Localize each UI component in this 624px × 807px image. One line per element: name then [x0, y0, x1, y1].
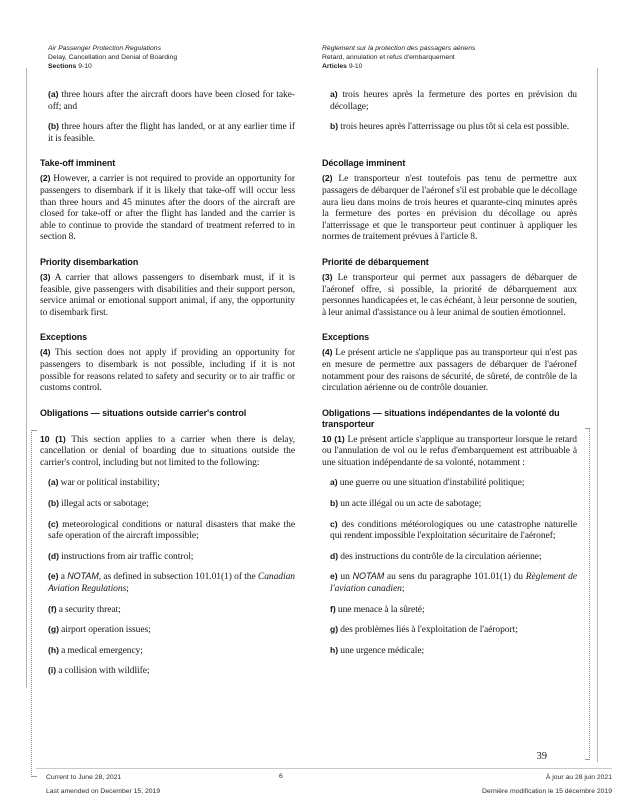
item-text: ; [401, 584, 405, 595]
header-subtitle-en: Delay, Cancellation and Denial of Boarding [48, 54, 178, 62]
marginal-note-obligations-en: Obligations — situations outside carrier's control [40, 407, 247, 418]
list-item-fr-g [322, 624, 577, 637]
item-text: a collision with wildlife; [58, 666, 150, 677]
situation-list-en [40, 477, 295, 678]
header-sections-label-fr: Articles [322, 63, 347, 71]
amendment-bracket-left [31, 430, 32, 777]
item-label: (c) [48, 518, 59, 529]
section-text: This section applies to a carrier when there is delay, cancellation or denial of boarding due to situations outside the carrier's control, including but not limited to the following: [40, 434, 295, 468]
header-title-fr: Règlement sur la protection des passagers aériens [322, 45, 476, 52]
item-text: ; [126, 584, 129, 595]
marginal-note-exceptions-en: Exceptions [40, 332, 88, 343]
item-label: d) [330, 550, 339, 561]
marginal-note-takeoff-en: Take-off imminent [40, 158, 116, 169]
paragraph-label: a) [330, 89, 338, 99]
subsection-2-fr [322, 173, 577, 244]
list-item-fr-e [322, 571, 577, 595]
subsection-text: Le transporteur n'est toutefois pas tenu de permettre aux passagers de débarquer de l'aéronef s'il est probable que le décollage aura lieu dans moins de trois heures et quarante-cinq minutes après la fermeture des portes en prévision du décollage ou après l'atterrissage et que le transporteur peut continuer à appliquer les normes de traitement prévues à l'article 8. [322, 174, 577, 243]
subsection-2-en [40, 173, 295, 244]
paragraph-a-fr [322, 89, 577, 113]
paragraph-text: three hours after the aircraft doors have been closed for take-off; and [48, 90, 295, 112]
footer-current-en: Current to June 28, 2021 [46, 774, 122, 781]
margin-rule-left [26, 68, 27, 688]
item-label: f) [330, 603, 336, 614]
subsection-text: However, a carrier is not required to provide an opportunity for passengers to disembark if it is likely that take-off will occur less than three hours and 45 minutes after the doors of the aircraft are closed for take-off or after the flight has landed and the carrier is able to continue to provide the standard of treatment referred to in section 8. [40, 174, 295, 243]
item-label: (f) [48, 603, 57, 614]
list-item-fr-b [322, 498, 577, 511]
section-10-en [40, 434, 295, 470]
marginal-note-exceptions-fr: Exceptions [322, 332, 370, 343]
amendment-bracket-right [589, 428, 590, 760]
item-text: des conditions météorologiques ou une catastrophe naturelle qui rendent impossible l'exploitation sécuritaire de l'aéronef; [330, 519, 577, 542]
item-text: , as defined in subsection 101.01(1) of the [98, 572, 258, 583]
section-text: Le présent article s'applique au transporteur lorsque le retard ou l'annulation de vol ou le refus d'embarquement est attribuable à une situation indépendante de sa volonté, notamment : [322, 434, 577, 468]
row-heading-takeoff [40, 158, 577, 169]
item-text: une menace à la sûreté; [337, 604, 425, 615]
header-sections-label-en: Sections [48, 63, 77, 71]
header-sections-value-fr: 9-10 [348, 63, 363, 71]
subsection-text: A carrier that allows passengers to disembark must, if it is feasible, give passengers with disabilities and their support person, service animal or emotional support animal, if any, the opportunity to disembark first. [40, 272, 295, 318]
subsection-number: (3) [322, 271, 333, 282]
item-text: une urgence médicale; [340, 645, 425, 656]
item-text: airport operation issues; [61, 625, 151, 636]
list-item-en-b [40, 498, 295, 511]
item-text: war or political instability; [60, 478, 160, 489]
subsection-number: (4) [40, 347, 51, 358]
row-heading-priority [40, 257, 577, 268]
list-item-en-g [40, 624, 295, 637]
list-item-en-h [40, 645, 295, 658]
running-header-fr [322, 44, 580, 72]
notam-term: NOTAM [352, 571, 385, 582]
item-label: h) [330, 644, 339, 655]
row-subsection-2 [40, 173, 577, 244]
footer-amended-fr: Dernière modification le 15 décembre 2019 [482, 788, 612, 795]
item-label: (d) [48, 550, 59, 561]
paragraph-b-fr [322, 121, 577, 134]
list-item-en-i [40, 665, 295, 678]
row-paragraph-a [40, 89, 577, 113]
subsection-number: (3) [40, 271, 51, 282]
marginal-note-priority-fr: Priorité de débarquement [322, 256, 429, 267]
marginal-note-takeoff-fr: Décollage imminent [322, 158, 406, 169]
item-text: a security threat; [58, 604, 121, 615]
subsection-text: This section does not apply if providing an opportunity for passengers to disembark is not possible, including if it is not possible for reasons related to safety and security or to air traffic or customs control. [40, 348, 295, 394]
row-heading-obligations [40, 408, 577, 430]
paragraph-text: trois heures après l'atterrissage ou plus tôt si cela est possible. [340, 122, 570, 133]
corner-page-number: 39 [536, 751, 547, 762]
footer-current-fr: À jour au 28 juin 2021 [545, 774, 612, 781]
header-subtitle-fr: Retard, annulation et refus d'embarquement [322, 54, 455, 62]
subsection-text: Le présent article ne s'applique pas au transporteur qui n'est pas en mesure de permettre aux passagers de débarquer de l'aéronef notamment pour des raisons de sécurité, de sûreté, de contrôle de la circulation aérienne ou de contrôle douanier. [322, 348, 577, 394]
list-item-fr-a [322, 477, 577, 490]
list-item-fr-c [322, 519, 577, 543]
regulation-title: Règlement de l'aviation canadien [330, 572, 577, 595]
list-item-fr-d [322, 551, 577, 564]
list-item-en-a [40, 477, 295, 490]
subsection-number: (4) [322, 347, 333, 358]
item-text: une guerre ou une situation d'instabilité politique; [339, 478, 525, 489]
item-text: au sens du paragraphe 101.01(1) du [384, 572, 526, 583]
footer-page-number: 6 [279, 773, 283, 780]
marginal-note-obligations-fr: Obligations — situations indépendantes de la volonté du transporteur [322, 407, 560, 429]
notam-term: NOTAM [67, 571, 99, 582]
item-label: (e) [48, 571, 59, 582]
list-item-fr-f [322, 604, 577, 617]
subsection-number: (2) [40, 173, 51, 184]
item-text: meteorological conditions or natural disasters that make the safe operation of the aircraft impossible; [48, 519, 295, 542]
item-text: des instructions du contrôle de la circulation aérienne; [340, 551, 542, 562]
row-heading-exceptions [40, 332, 577, 343]
header-sections-en [48, 62, 298, 71]
item-text: instructions from air traffic control; [61, 551, 194, 562]
header-title-en: Air Passenger Protection Regulations [48, 45, 161, 52]
item-label: (i) [48, 665, 57, 676]
item-label: (g) [48, 624, 59, 635]
list-item-fr-h [322, 645, 577, 658]
subsection-number: (2) [322, 173, 333, 184]
item-label: c) [330, 518, 338, 529]
item-label: b) [330, 498, 339, 509]
marginal-note-priority-en: Priority disembarkation [40, 256, 139, 267]
section-number: 10 (1) [322, 433, 345, 444]
subsection-3-fr [322, 272, 577, 319]
regulation-title: Canadian Aviation Regulations [48, 572, 295, 595]
row-subsection-3 [40, 272, 577, 319]
item-text: a medical emergency; [61, 645, 143, 656]
paragraph-a-en [40, 89, 295, 113]
subsection-4-en [40, 347, 295, 394]
item-text: illegal acts or sabotage; [61, 499, 149, 510]
paragraph-text: trois heures après la fermeture des portes en prévision du décollage; [330, 90, 577, 112]
list-item-en-c [40, 519, 295, 543]
row-subsection-4 [40, 347, 577, 394]
section-10-fr [322, 434, 577, 470]
running-header-en [48, 44, 298, 72]
item-text: un [340, 572, 353, 583]
item-label: (a) [48, 477, 59, 488]
item-text: un acte illégal ou un acte de sabotage; [340, 499, 482, 510]
list-item-en-d [40, 551, 295, 564]
row-situation-lists [40, 477, 577, 678]
row-paragraph-b [40, 121, 577, 145]
item-label: e) [330, 571, 338, 582]
subsection-text: Le transporteur qui permet aux passagers de débarquer de l'aéronef offre, si possible, la priorité de débarquement aux personnes handicapées et, le cas échéant, à leur personne de soutien, à leur animal d'assistance ou à leur animal de soutien émotionnel. [322, 272, 577, 318]
paragraph-label: (b) [48, 121, 59, 132]
situation-list-fr [322, 477, 577, 657]
list-item-en-f [40, 604, 295, 617]
item-label: (b) [48, 498, 59, 509]
paragraph-b-en [40, 121, 295, 145]
item-label: a) [330, 477, 338, 488]
list-item-en-e [40, 571, 295, 595]
paragraph-label: b) [330, 121, 339, 132]
margin-rule-right [597, 68, 598, 762]
item-label: g) [330, 624, 339, 635]
header-sections-fr [322, 62, 580, 71]
paragraph-label: (a) [48, 89, 59, 99]
header-sections-value-en: 9-10 [78, 63, 92, 71]
row-section-10 [40, 434, 577, 470]
footer-rule [36, 768, 612, 769]
subsection-4-fr [322, 347, 577, 394]
footer-amended-en: Last amended on December 15, 2019 [46, 788, 161, 795]
section-number: 10 (1) [40, 433, 66, 444]
item-label: (h) [48, 644, 59, 655]
body-content [40, 89, 577, 678]
item-text: a [60, 572, 68, 583]
subsection-3-en [40, 272, 295, 319]
item-text: des problèmes liés à l'exploitation de l'aéroport; [340, 625, 518, 636]
paragraph-text: three hours after the flight has landed, or at any earlier time if it is feasible. [48, 122, 295, 144]
